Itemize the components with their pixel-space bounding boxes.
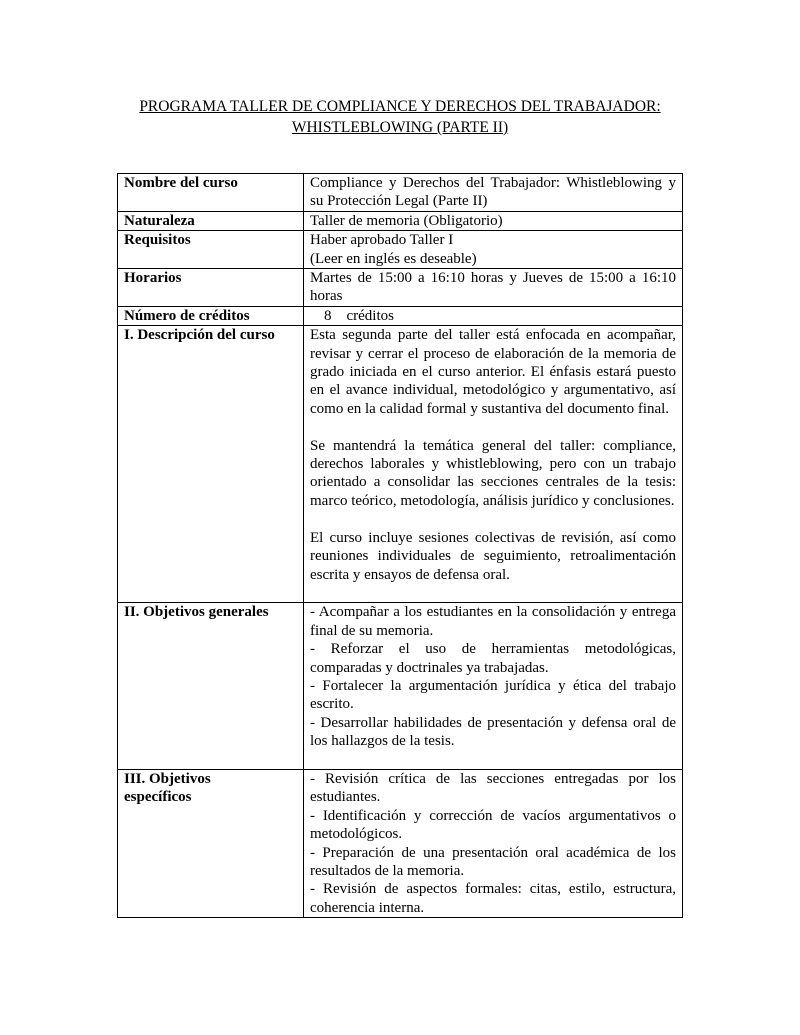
objetivo-general: - Reforzar el uso de herramientas metodológicas, comparadas y doctrinales ya trabajadas. — [310, 641, 676, 676]
objetivo-especifico: - Revisión crítica de las secciones entregadas por los estudiantes. — [310, 770, 676, 806]
value-descripcion — [304, 326, 683, 603]
row-objetivos-generales — [118, 603, 683, 770]
objetivo-general: - Fortalecer la argumentación jurídica y ética del trabajo escrito. — [310, 677, 676, 713]
document-title — [0, 96, 800, 138]
title-line-2: WHISTLEBLOWING (PARTE II) — [291, 119, 509, 136]
label-creditos: Número de créditos — [118, 306, 304, 325]
value-requisitos — [304, 231, 683, 269]
row-descripcion — [118, 326, 683, 603]
objetivo-especifico: - Preparación de una presentación oral académica de los resultados de la memoria. — [310, 844, 676, 879]
value-objetivos-generales — [304, 603, 683, 770]
row-objetivos-especificos — [118, 769, 683, 917]
row-nombre — [118, 174, 683, 212]
row-requisitos — [118, 231, 683, 269]
label-requisitos: Requisitos — [118, 231, 304, 269]
descripcion-paragraph: Se mantendrá la temática general del taller: compliance, derechos laborales y whistleblowing, pero con un trabajo orientado a consolidar las secciones centrales de la tesis: marco teórico, metodología, análisis jurídico y conclusiones. — [310, 437, 676, 509]
objetivo-general: - Desarrollar habilidades de presentación y defensa oral de los hallazgos de la tesis. — [310, 714, 676, 750]
objetivo-especifico: - Revisión de aspectos formales: citas, estilo, estructura, coherencia interna. — [310, 881, 676, 916]
value-horarios: Martes de 15:00 a 16:10 horas y Jueves de 15:00 a 16:10 horas — [304, 269, 683, 307]
descripcion-paragraph: Esta segunda parte del taller está enfocada en acompañar, revisar y cerrar el proceso de elaboración de la memoria de grado iniciada en el curso anterior. El énfasis estará puesto en el avance individual, metodológico y argumentativo, así como en la calidad formal y sustantiva del documento final. — [310, 327, 676, 417]
label-naturaleza: Naturaleza — [118, 211, 304, 230]
value-creditos — [304, 306, 683, 325]
value-naturaleza: Taller de memoria (Obligatorio) — [304, 211, 683, 230]
label-nombre: Nombre del curso — [118, 174, 304, 212]
requisito-1: Haber aprobado Taller I — [310, 232, 454, 249]
creditos-number: 8 — [324, 307, 332, 324]
descripcion-paragraph: El curso incluye sesiones colectivas de revisión, así como reuniones individuales de seguimiento, retroalimentación escrita y ensayos de defensa oral. — [310, 529, 676, 583]
value-nombre: Compliance y Derechos del Trabajador: Whistleblowing y su Protección Legal (Parte II) — [304, 174, 683, 212]
label-line-1: III. Objetivos — [124, 770, 211, 787]
row-creditos — [118, 306, 683, 325]
value-objetivos-especificos — [304, 769, 683, 917]
label-objetivos-generales: II. Objetivos generales — [118, 603, 304, 770]
course-table — [117, 173, 683, 918]
requisito-2: (Leer en inglés es deseable) — [310, 250, 477, 267]
objetivo-general: - Acompañar a los estudiantes en la consolidación y entrega final de su memoria. — [310, 604, 676, 639]
row-horarios — [118, 269, 683, 307]
objetivo-especifico: - Identificación y corrección de vacíos argumentativos o metodológicos. — [310, 807, 676, 843]
title-line-1: PROGRAMA TALLER DE COMPLIANCE Y DERECHOS DEL TRABAJADOR: — [139, 98, 661, 115]
row-naturaleza — [118, 211, 683, 230]
label-line-2: específicos — [124, 789, 192, 806]
label-descripcion: I. Descripción del curso — [118, 326, 304, 603]
label-horarios: Horarios — [118, 269, 304, 307]
creditos-unit: créditos — [346, 307, 394, 324]
label-objetivos-especificos — [118, 769, 304, 917]
